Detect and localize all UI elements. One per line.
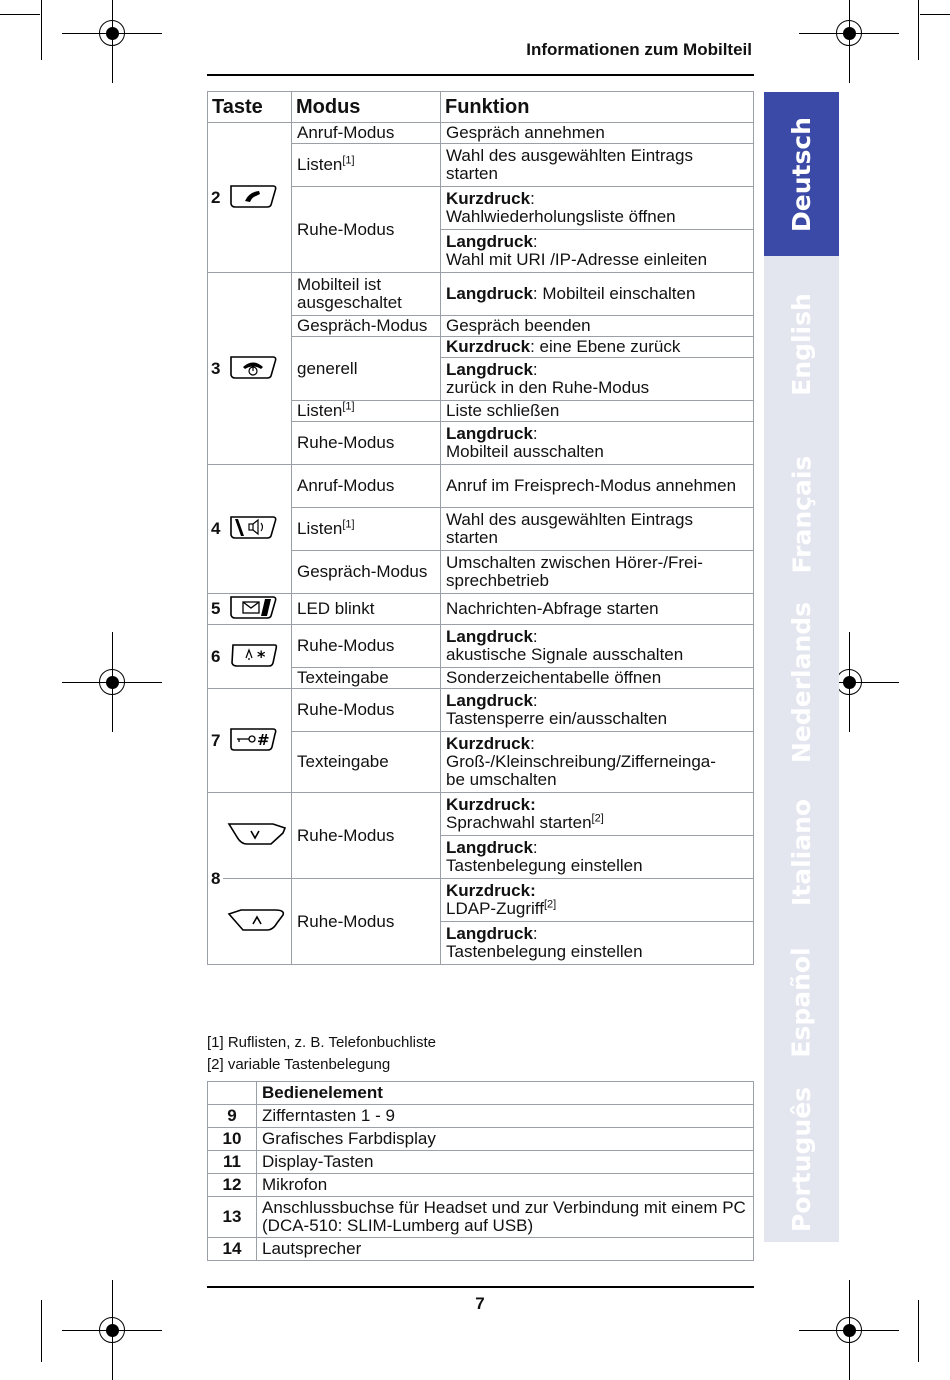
mode-cell: Listen[1] [292, 144, 441, 187]
column-header-mode: Modus [292, 92, 441, 123]
key-function-table [207, 91, 754, 965]
star-key-icon [223, 625, 292, 689]
table-row [208, 1197, 754, 1238]
table-header-row [208, 92, 754, 123]
mode-cell: Ruhe-Modus [292, 689, 441, 732]
function-cell: Langdruck: Tastensperre ein/ausschalten [441, 689, 754, 732]
function-cell: Wahl des ausgewählten Eintrags starten [441, 508, 754, 551]
control-number: 9 [208, 1105, 257, 1128]
mode-cell: Mobilteil ist ausgeschaltet [292, 273, 441, 316]
table-row [208, 625, 754, 668]
page-header-title: Informationen zum Mobilteil [526, 40, 752, 59]
function-cell: Kurzdruck: eine Ebene zurück [441, 337, 754, 358]
function-cell: Langdruck: Tastenbelegung einstellen [441, 836, 754, 879]
mode-cell: LED blinkt [292, 594, 441, 625]
message-key-icon [223, 594, 292, 625]
table-row [208, 1151, 754, 1174]
table-row [208, 273, 754, 316]
control-number: 10 [208, 1128, 257, 1151]
function-cell: Kurzdruck: LDAP-Zugriff[2] [441, 879, 754, 922]
trim-line [0, 14, 40, 15]
mode-cell: Anruf-Modus [292, 465, 441, 508]
trim-line [918, 0, 919, 60]
key-number: 5 [208, 594, 224, 625]
function-cell: Gespräch annehmen [441, 123, 754, 144]
function-cell: Langdruck: Mobilteil ausschalten [441, 422, 754, 465]
mode-cell: generell [292, 337, 441, 401]
footnotes [207, 1032, 436, 1076]
footer-rule [207, 1286, 754, 1288]
key-number: 3 [208, 273, 224, 465]
table-row [208, 1238, 754, 1261]
function-cell: Langdruck: Wahl mit URI /IP-Adresse einleiten [441, 230, 754, 273]
control-label: Zifferntasten 1 - 9 [257, 1105, 754, 1128]
svg-text:*: * [257, 646, 266, 666]
function-cell: Wahl des ausgewählten Eintrags starten [441, 144, 754, 187]
hash-key-icon [223, 689, 292, 793]
language-tab-francais[interactable]: Français [787, 455, 816, 574]
table-row [208, 465, 754, 508]
table-row [208, 123, 754, 144]
table-row [208, 793, 754, 836]
function-cell: Langdruck: Mobilteil einschalten [441, 273, 754, 316]
speaker-key-icon [223, 465, 292, 594]
table-row [208, 1105, 754, 1128]
mode-cell: Ruhe-Modus [292, 422, 441, 465]
end-power-key-icon [223, 273, 292, 465]
mode-cell: Anruf-Modus [292, 123, 441, 144]
key-number: 6 [208, 625, 224, 689]
footnote-1: [1] Ruflisten, z. B. Telefonbuchliste [207, 1034, 437, 1051]
column-header-function: Funktion [441, 92, 754, 123]
table-row [208, 879, 754, 922]
language-tab-nederlands[interactable]: Nederlands [787, 601, 817, 763]
table-header-row [208, 1082, 754, 1105]
control-label: Mikrofon [257, 1174, 754, 1197]
control-number: 13 [208, 1197, 257, 1238]
mode-cell: Listen[1] [292, 508, 441, 551]
mode-cell: Ruhe-Modus [292, 793, 441, 879]
function-cell: Langdruck: zurück in den Ruhe-Modus [441, 358, 754, 401]
control-label: Lautsprecher [257, 1238, 754, 1261]
mode-cell: Texteingabe [292, 732, 441, 793]
language-tab-espanol[interactable]: Español [787, 946, 816, 1058]
table-row [208, 594, 754, 625]
key-number: 2 [208, 123, 224, 273]
function-cell: Nachrichten-Abfrage starten [441, 594, 754, 625]
function-cell: Umschalten zwischen Hörer-/Frei- sprechbetrieb [441, 551, 754, 594]
function-cell: Liste schließen [441, 401, 754, 422]
mode-cell: Texteingabe [292, 668, 441, 689]
key-number: 7 [208, 689, 224, 793]
language-tab-italiano[interactable]: Italiano [787, 798, 817, 906]
function-cell: Sonderzeichentabelle öffnen [441, 668, 754, 689]
function-cell: Langdruck: Tastenbelegung einstellen [441, 922, 754, 965]
svg-text:#: # [257, 730, 270, 749]
mode-cell: Ruhe-Modus [292, 625, 441, 668]
key-number: 8 [208, 793, 224, 965]
trim-line [41, 0, 42, 60]
key-number: 4 [208, 465, 224, 594]
control-number: 14 [208, 1238, 257, 1261]
language-tab-portugues[interactable]: Português [787, 1086, 817, 1233]
nav-up-key-icon [223, 879, 292, 965]
header-rule [207, 74, 754, 76]
table-row [208, 1128, 754, 1151]
control-label: Display-Tasten [257, 1151, 754, 1174]
table-row [208, 689, 754, 732]
empty-header-cell [208, 1082, 257, 1105]
nav-down-key-icon [223, 793, 292, 879]
function-cell: Gespräch beenden [441, 316, 754, 337]
function-cell: Langdruck: akustische Signale ausschalten [441, 625, 754, 668]
mode-cell: Ruhe-Modus [292, 187, 441, 273]
page-number: 7 [475, 1294, 485, 1313]
call-key-icon [223, 123, 292, 273]
footnote-2: [2] variable Tastenbelegung [207, 1056, 391, 1073]
table-row [208, 1174, 754, 1197]
language-tab-bar [764, 92, 839, 1242]
column-header-key: Taste [208, 92, 292, 123]
mode-cell: Gespräch-Modus [292, 316, 441, 337]
mode-cell: Listen[1] [292, 401, 441, 422]
mode-cell: Gespräch-Modus [292, 551, 441, 594]
control-element-table [207, 1081, 754, 1261]
function-cell: Anruf im Freisprech-Modus annehmen [441, 465, 754, 508]
control-number: 12 [208, 1174, 257, 1197]
control-label: Grafisches Farbdisplay [257, 1128, 754, 1151]
control-label: Anschlussbuchse für Headset und zur Verbindung mit einem PC (DCA-510: SLIM-Lumberg auf USB) [257, 1197, 754, 1238]
mode-cell: Ruhe-Modus [292, 879, 441, 965]
function-cell: Kurzdruck: Sprachwahl starten[2] [441, 793, 754, 836]
language-tab-deutsch[interactable]: Deutsch [764, 92, 839, 256]
language-tab-english[interactable]: English [787, 293, 816, 396]
control-number: 11 [208, 1151, 257, 1174]
function-cell: Kurzdruck: Groß-/Kleinschreibung/Zifferneinga- be umschalten [441, 732, 754, 793]
trim-line [920, 14, 950, 15]
column-header-control-element: Bedienelement [257, 1082, 754, 1105]
function-cell: Kurzdruck: Wahlwiederholungsliste öffnen [441, 187, 754, 230]
